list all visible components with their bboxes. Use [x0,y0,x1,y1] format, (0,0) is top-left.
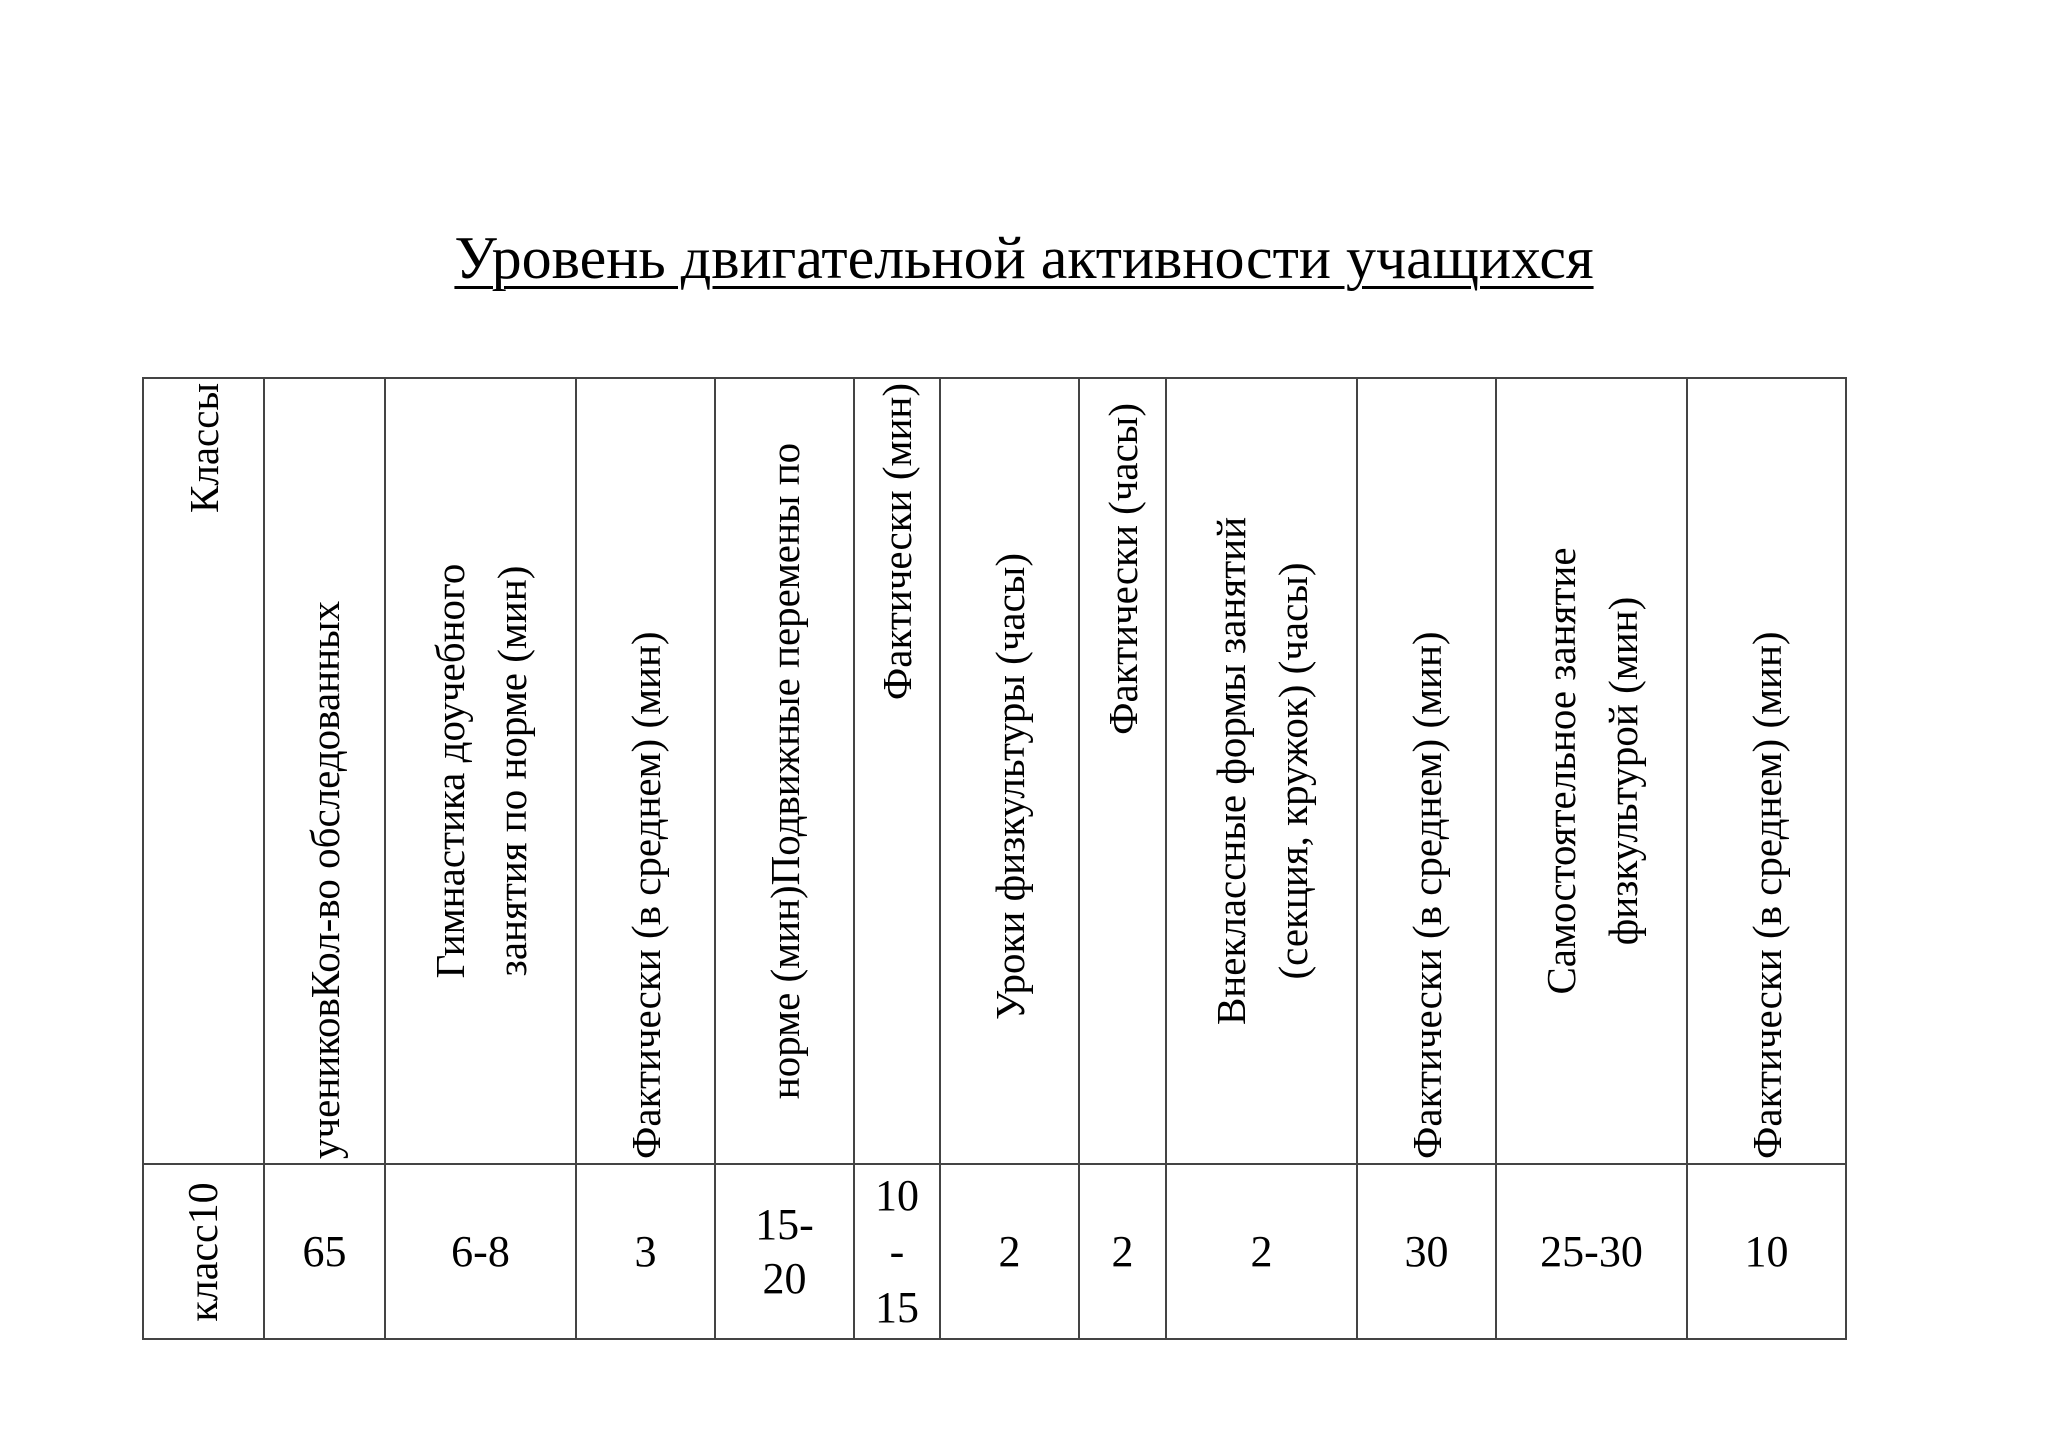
header-label-self-study-actual [1736,383,1798,1159]
header-cell-pe-lessons [940,378,1079,1164]
header-line: норме (мин)Подвижные перемены по [761,442,808,1100]
header-line: Фактически (мин) [874,383,920,701]
header-line: Фактически (в среднем) (мин) [1403,631,1450,1159]
header-cell-gymnastics-norm [385,378,576,1164]
table-row [143,1164,1846,1339]
cell-line: 10 [875,1170,919,1220]
header-line: Фактически (в среднем) (мин) [622,631,669,1159]
header-label-students-count [294,383,356,1159]
header-cell-pe-actual [1079,378,1166,1164]
header-label-extracurricular-actual [1396,383,1458,1159]
header-cell-breaks-actual [854,378,940,1164]
header-row [143,378,1846,1164]
header-cell-students-count [264,378,385,1164]
header-line: Фактически (в среднем) (мин) [1743,631,1790,1159]
cell-pe-actual: 2 [1079,1164,1166,1339]
cell-pe-lessons: 2 [940,1164,1079,1339]
header-label-extracurricular [1200,383,1324,1159]
cell-gymnastics-actual: 3 [576,1164,715,1339]
cell-line: 15 [875,1282,919,1332]
cell-line: - [889,1226,905,1276]
header-label-classes [173,383,235,1159]
header-line: Самостоятельное занятие [1537,547,1584,995]
header-cell-breaks-norm [715,378,854,1164]
cell-students: 65 [264,1164,385,1339]
header-label-gymnastics-actual [615,383,677,1159]
header-line: Внеклассные формы занятий [1207,516,1254,1026]
header-line: физкультурой (мин) [1599,596,1646,946]
header-line: занятия по норме (мин) [488,565,535,977]
cell-text: класс10 [180,1181,227,1322]
activity-table [142,377,1847,1340]
header-label-gymnastics-norm [419,383,543,1159]
header-line: Классы [180,383,227,513]
cell-gymnastics-norm: 6-8 [385,1164,576,1339]
header-label-breaks-actual [866,383,928,1159]
cell-line: 15- [755,1199,814,1249]
cell-breaks-actual [854,1164,940,1339]
cell-stack [755,1198,814,1306]
header-label-breaks-norm [754,383,816,1159]
header-label-self-study-norm [1530,383,1654,1159]
cell-self-study-actual: 10 [1687,1164,1846,1339]
header-line: Гимнастика доучебного [426,563,473,979]
cell-breaks-norm [715,1164,854,1339]
header-cell-self-study-actual [1687,378,1846,1164]
header-label-pe-lessons [979,383,1041,1159]
header-line: Уроки физкультуры (часы) [986,553,1033,1020]
cell-extracurricular: 2 [1166,1164,1357,1339]
header-cell-self-study-norm [1496,378,1687,1164]
header-label-pe-actual [1092,383,1154,1159]
header-line: учениковКол-во обследованных [301,600,348,1159]
cell-class-name [143,1164,264,1339]
header-cell-extracurricular-actual [1357,378,1496,1164]
header-cell-extracurricular [1166,378,1357,1164]
page-title: Уровень двигательной активности учащихся [454,225,1594,291]
cell-stack [875,1168,919,1336]
cell-self-study-norm: 25-30 [1496,1164,1687,1339]
cell-extracurricular-actual: 30 [1357,1164,1496,1339]
header-line: (секция, кружок) (часы) [1269,562,1316,980]
cell-line: 20 [762,1253,807,1303]
header-cell-gymnastics-actual [576,378,715,1164]
header-cell-classes [143,378,264,1164]
header-line: Фактически (часы) [1099,403,1146,735]
